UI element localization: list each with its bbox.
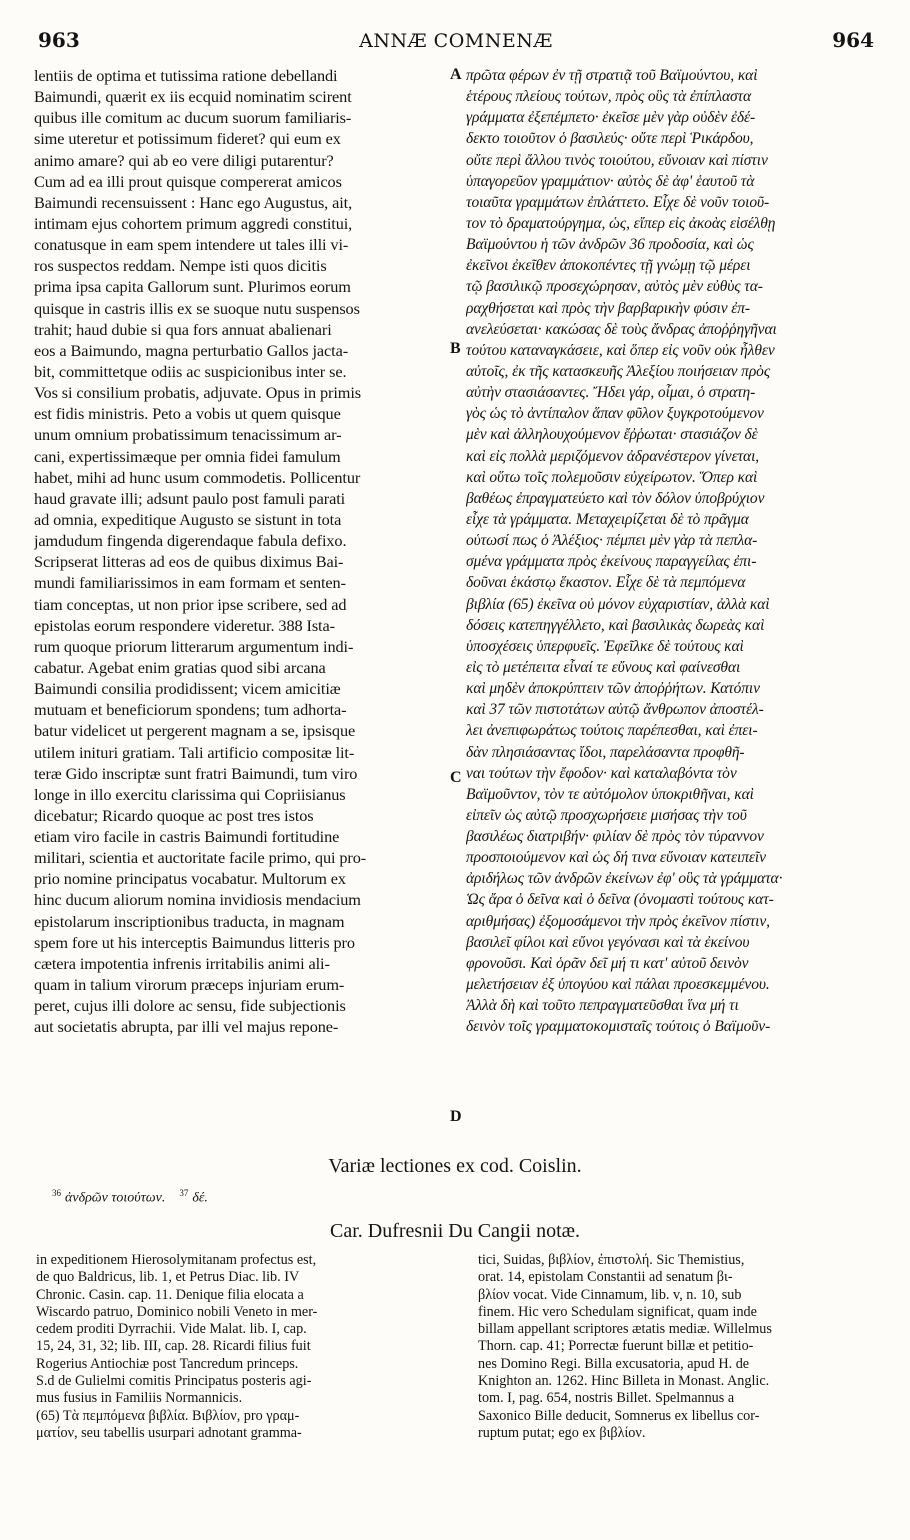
greek-text-line: προσποιούμενον καὶ ὡς δή τινα εὔνοιαν κατειπεῖν [466, 849, 766, 867]
note-line: nes Domino Regi. Billa excusatoria, apud H. de [478, 1355, 750, 1372]
latin-text-line: intimam ejus cohortem primum aggredi constitui, [34, 213, 353, 233]
latin-text-line: jamdudum fingenda digerendaque fabula defixo. [34, 531, 347, 551]
latin-text-line: cani, expertissimæque per omnia fidei famulum [34, 446, 341, 466]
greek-text-line: ραχθήσεται καὶ πρὸς τὴν βαρβαρικὴν φύσιν ἐπ- [466, 299, 750, 317]
margin-letter-a: A [450, 66, 462, 83]
latin-text-line: dicebatur; Ricardo quoque ac post tres istos [34, 805, 314, 825]
latin-column [34, 65, 444, 1037]
greek-text-line: αὐτὴν στασιάσαντες. Ἤδει γάρ, οἶμαι, ὁ στρατη- [466, 384, 756, 402]
greek-text-line: πρῶτα φέρων ἐν τῇ στρατιᾷ τοῦ Βαϊμούντου, καὶ [466, 67, 758, 84]
greek-text-line: εἶχε τὰ γράμματα. Μεταχειρίζεται δὲ τὸ πρᾶγμα [466, 510, 749, 528]
greek-text-line: μὲν καὶ ἀλληλουχούμενον ἔῤῥωται· στασιάζον δὲ [466, 426, 758, 444]
variant-number: 37 [179, 1188, 189, 1198]
note-line: Saxonico Bille deducit, Somnerus ex libellus cor- [478, 1407, 760, 1424]
note-line: finem. Hic vero Schedulam significat, quam inde [478, 1303, 757, 1320]
margin-letter-b: B [450, 340, 461, 357]
note-line: billam appellant scriptores ætatis mediæ. Willelmus [478, 1321, 772, 1338]
greek-text-line: δὰν πλησιάσαντας ἴδοι, παρελάσαντα προφθῆ- [466, 743, 745, 761]
greek-text-line: Βαϊμοῦντον, τὸν τε αὐτόμολον ὑποκριθῆναι, καὶ [466, 785, 754, 803]
latin-text-line: mundi familiarissimos in eam formam et senten- [34, 573, 346, 593]
greek-text-line: καὶ οὕτω τοῖς πολεμοῦσιν εὐχείρωτον. Ὅπερ καὶ [466, 468, 758, 486]
latin-text-line: peret, cujus illi dolore ac sensu, fide subjectionis [34, 996, 346, 1016]
latin-text-line: prima ipsa capita Gallorum sunt. Plurimos eorum [34, 277, 351, 297]
greek-text-line: βαθέως ἐπραγματεύετο καὶ τὸν δόλον ὑποβρύχιον [466, 489, 765, 507]
greek-text-line: δεινὸν τοῖς γραμματοκομισταῖς τούτοις ὁ Βαϊμοῦν- [466, 1018, 771, 1036]
latin-text-line: teræ Gido inscriptæ sunt fratri Baimundi, tum viro [34, 763, 358, 783]
latin-text-line: mutuam et beneficiorum spondens; tum adhorta- [34, 700, 347, 720]
greek-text-line: σμένα γράμματα πρὸς ἐκείνους παραγγείλας ἐπι- [466, 553, 757, 571]
variant-text: ἀνδρῶν τοιούτων. [65, 1190, 166, 1206]
notes-heading: Car. Dufresnii Du Cangii notæ. [330, 1220, 580, 1242]
latin-text-line: Vos si consilium probatis, adjuvate. Opus in primis [34, 383, 361, 403]
note-line: ruptum putat; ego ex βιβλίον. [478, 1424, 646, 1441]
note-line: mus fusius in Familiis Normannicis. [36, 1390, 243, 1407]
note-line: tom. I, pag. 654, nostris Billet. Spelmannus a [478, 1390, 735, 1407]
greek-text-line: ναι τούτων τὴν ἔφοδον· καὶ καταλαβόντα τὸν [466, 764, 737, 782]
note-line: orat. 14, epistolam Constantii ad senatum βι- [478, 1269, 733, 1286]
greek-text-line: οὔτε περὶ ἄλλου τινὸς τοιούτου, εὔνοιαν καὶ πίστιν [466, 151, 768, 169]
greek-text-line: δόσεις κατεπηγγέλλετο, καὶ βασιλικὰς δωρεὰς καὶ [466, 616, 765, 634]
latin-text-line: batur videlicet ut pergerent magnam a se, ipsisque [34, 721, 356, 741]
greek-text-line: τούτου καταναγκάσειε, καὶ ὅπερ εἰς νοῦν οὐκ ἦλθεν [466, 341, 775, 359]
notes-left-column [36, 1252, 444, 1442]
greek-text-line: τῷ βασιλικῷ προσεχώρησαν, αὐτὸς μὲν εὐθὺς τα- [466, 278, 763, 296]
greek-text-line: τον τὸ δραματούργημα, ὡς, εἴπερ εἰς ἀκοὰς εἰσέλθῃ [466, 214, 776, 232]
latin-text-line: Baimundi consilia prodidissent; vicem amicitiæ [34, 679, 341, 699]
latin-text-line: animo amare? qui ab eo vere diligi putarentur? [34, 150, 334, 170]
latin-text-line: quibus ille comitum ac ducum suorum familiaris- [34, 108, 352, 128]
note-line: Knighton an. 1262. Hinc Billeta in Monast. Anglic. [478, 1373, 770, 1390]
greek-text-line: Ἀλλὰ δὴ καὶ τοῦτο πεπραγματεῦσθαι ἵνα μή τι [466, 997, 739, 1015]
latin-text-line: etiam viro facile in castris Baimundi fortitudine [34, 827, 340, 847]
note-line: in expeditionem Hierosolymitanam profectus est, [36, 1252, 317, 1268]
greek-text-line: γὸς ὡς τὸ ἀντίπαλον ἅπαν φῦλον ξυγκροτούμενον [466, 405, 764, 423]
latin-text-line: Baimundi, quærit ex iis ecquid nominatim scirent [34, 87, 352, 107]
note-line: Thorn. cap. 41; Porrectæ fuerunt billæ et petitio- [478, 1338, 754, 1355]
latin-text-line: unum omnium probatissimum tenacissimum ar- [34, 425, 342, 445]
greek-text-line: καὶ 37 τῶν πιστοτάτων αὐτῷ ἄνθρωπον ἀποστέλ- [466, 701, 764, 719]
page-number-left: 963 [38, 28, 80, 52]
latin-text-line: epistolas eorum respondere videretur. 388 Ista- [34, 615, 335, 635]
greek-column [466, 65, 876, 1037]
margin-letter-d: D [450, 1108, 462, 1125]
greek-text-line: Ὡς ἄρα ὁ δεῖνα καὶ ὁ δεῖνα (ὀνομαστὶ τούτους κατ- [466, 891, 774, 909]
greek-text-line: βασιλεῖ φίλοι καὶ εὔνοι γεγόνασι καὶ τὰ ἐκείνου [466, 933, 750, 951]
note-line: de quo Baldricus, lib. 1, et Petrus Diac. lib. IV [36, 1269, 300, 1286]
greek-text-line: καὶ μηδὲν ἀποκρύπτειν τῶν ἀποῤῥήτων. Κατόπιν [466, 680, 760, 698]
latin-text-line: Scripserat litteras ad eos de quibus diximus Bai- [34, 552, 344, 572]
running-title: ANNÆ COMNENÆ [359, 30, 553, 52]
greek-text-line: καὶ εἰς πολλὰ μεριζόμενον ἀδρανέστερον γίνεται, [466, 447, 760, 465]
latin-text-line: epistolarum inscriptionibus traducta, in magnam [34, 911, 345, 931]
note-line: Chronic. Casin. cap. 11. Denique filia elocata a [36, 1286, 304, 1303]
greek-text-line: ἀριδήλως τῶν ἀνδρῶν ἐκείνων ἐφ' οὓς τὰ γράμματα· [466, 870, 783, 888]
note-line: ματίον, seu tabellis usurpari adnotant gramma- [36, 1424, 302, 1441]
latin-text-line: cætera impotentia infrenis irritabilis animi ali- [34, 953, 330, 973]
latin-text-line: militari, scientia et auctoritate facile primo, qui pro- [34, 848, 367, 868]
latin-text-line: cabatur. Agebat enim gratias quod sibi arcana [34, 657, 326, 677]
greek-text-line: εἰπεῖν ὡς αὐτῷ προσχωρήσειε μισήσας τὴν τοῦ [466, 806, 747, 824]
greek-text-line: ἑτέρους πλείους τούτων, πρὸς οὓς τὰ ἐπίπλαστα [466, 88, 752, 106]
note-line: tici, Suidas, βιβλίον, ἐπιστολή. Sic Themistius, [478, 1252, 745, 1268]
latin-text-line: sime uteretur et potissimum fideret? qui eum ex [34, 129, 341, 149]
greek-text-line: ἐκεῖνοι ἐκεῖθεν ἀποκοπέντες τῇ γνώμῃ τῷ μέρει [466, 257, 751, 275]
note-line: S.d de Gulielmi comitis Principatus posteris agi- [36, 1373, 312, 1390]
note-line: cedem proditi Dyrrachii. Vide Malat. lib. I, cap. [36, 1321, 307, 1338]
latin-text-line: haud gravate illi; adsunt paulo post famuli parati [34, 488, 346, 508]
latin-text-line: habet, mihi ad hunc usum commodetis. Pollicentur [34, 467, 361, 487]
latin-text-line: bit, committetque odiis ac suspicionibus inter se. [34, 361, 347, 381]
latin-text-line: conatusque in eam spem intendere ut tales illi vi- [34, 235, 349, 255]
page-number-right: 964 [832, 28, 874, 52]
latin-text-line: longe in illo exercitu clarissima qui Copriisianus [34, 784, 346, 804]
note-line: (65) Τὰ πεμπόμενα βιβλία. Βιβλίον, pro γραμ- [36, 1407, 300, 1424]
latin-text-line: est fidis ministris. Peto a vobis ut quem quisque [34, 404, 341, 424]
note-line: Rogerius Antiochiæ post Tancredum princeps. [36, 1355, 299, 1372]
variae-lectiones-entries [52, 1188, 208, 1207]
latin-text-line: ad omnia, expeditique Augusto se sistunt in tota [34, 509, 342, 529]
latin-text-line: ros suspectos reddam. Nempe isti quos dicitis [34, 256, 327, 276]
greek-text-line: εἰς τὸ μετέπειτα εἶναί τε εὔνους καὶ φαίνεσθαι [466, 658, 741, 676]
greek-text-line: φρονοῦσι. Καὶ ὁρᾶν δεῖ μή τι κατ' αὐτοῦ δεινὸν [466, 954, 749, 972]
greek-text-line: δοῦναι ἑκάστῳ ἕκαστον. Εἶχε δὲ τὰ πεμπόμενα [466, 574, 746, 592]
latin-text-line: quam in talium virorum præceps injuriam erum- [34, 975, 345, 995]
note-line: Wiscardo patruo, Dominico nobili Veneto in mer- [36, 1303, 318, 1320]
variant-text: δέ. [192, 1190, 208, 1206]
greek-text-line: τοιαῦτα γραμμάτων ἐπλάττετο. Εἶχε δὲ νοῦν τοιοῦ- [466, 193, 770, 211]
latin-text-line: hinc ducum aliorum nomina invidiosis mendacium [34, 890, 361, 910]
latin-text-line: rum quoque priorum litterarum argumentum indi- [34, 636, 354, 656]
latin-text-line: quisque in castris illis ex se suoque nutu suspensos [34, 298, 360, 318]
latin-text-line: spem fore ut his interceptis Baimundus litteris pro [34, 932, 355, 952]
latin-text-line: aut societatis abrupta, par illi vel majus repone- [34, 1017, 339, 1037]
latin-text-line: Cum ad ea illi prout quisque compererat amicos [34, 171, 342, 191]
latin-text-line: eos a Baimundo, magna perturbatio Gallos jacta- [34, 340, 349, 360]
greek-text-line: δεκτο τοιοῦτον ὁ βασιλεύς· οὔτε περὶ Ῥικάρδου, [466, 130, 754, 148]
margin-letter-c: C [450, 769, 462, 786]
greek-text-line: Βαϊμούντου ἡ τῶν ἀνδρῶν 36 προδοσία, καὶ ὡς [466, 236, 754, 254]
latin-text-line: prio nomine principatus vocabatur. Multorum ex [34, 869, 346, 889]
notes-right-column [478, 1252, 878, 1442]
greek-text-line: γράμματα ἐξεπέμπετο· ἐκεῖσε μὲν γὰρ οὐδὲν ἐδέ- [466, 109, 756, 127]
latin-text-line: lentiis de optima et tutissima ratione debellandi [34, 66, 338, 85]
greek-text-line: ανελεύσεται· κακώσας δὲ τοὺς ἄνδρας ἀποῤῥηγῆναι [466, 320, 777, 338]
greek-text-line: ὑπαγορεῦον γραμμάτιον· αὐτὸς δὲ ἀφ' ἑαυτοῦ τὰ [466, 172, 755, 190]
latin-text-line: trahit; haud dubie si qua fors annuat abalienari [34, 319, 332, 339]
greek-text-line: αὐτοῖς, ἐκ τῆς κατασκευῆς Ἀλεξίου ποιήσειαν πρὸς [466, 362, 771, 380]
greek-text-line: βιβλία (65) ἐκεῖνα οὐ μόνον εὐχαριστίαν, ἀλλὰ καὶ [466, 595, 770, 613]
variae-lectiones-heading: Variæ lectiones ex cod. Coislin. [328, 1155, 582, 1177]
note-line: 15, 24, 31, 32; lib. III, cap. 28. Ricardi filius fuit [36, 1338, 311, 1355]
latin-text-line: utilem inituri gratiam. Tali artificio compositæ lit- [34, 742, 355, 762]
greek-text-line: οὑτωσί πως ὁ Ἀλέξιος· πέμπει μὲν γὰρ τὰ πεπλα- [466, 532, 758, 550]
page-header [38, 28, 874, 60]
greek-text-line: αριθμήσας) ἐξομοσάμενοι τὴν πρὸς ἐκεῖνον πίστιν, [466, 912, 770, 930]
greek-text-line: λει ἀνεπιφωράτως τούτοις παρέπεσθαι, καὶ ἐπει- [466, 722, 758, 740]
note-line: βλίον vocat. Vide Cinnamum, lib. v, n. 10, sub [478, 1286, 742, 1303]
latin-text-line: Baimundi recensuissent : Hanc ego Augustus, ait, [34, 192, 353, 212]
variant-number: 36 [52, 1188, 61, 1198]
greek-text-line: ὑποσχέσεις ὑπερφυεῖς. Ἐφεῖλκε δὲ τούτους καὶ [466, 637, 744, 655]
greek-text-line: μελετήσειαν ἐξ ὑπογύου καὶ πάλαι προεσκεμμένου. [466, 976, 770, 994]
greek-text-line: βασιλέως διατριβήν· φιλίαν δὲ πρὸς τὸν τύραννον [466, 828, 764, 846]
latin-text-line: tiam conceptas, ut non prior ipse scribere, sed ad [34, 594, 347, 614]
